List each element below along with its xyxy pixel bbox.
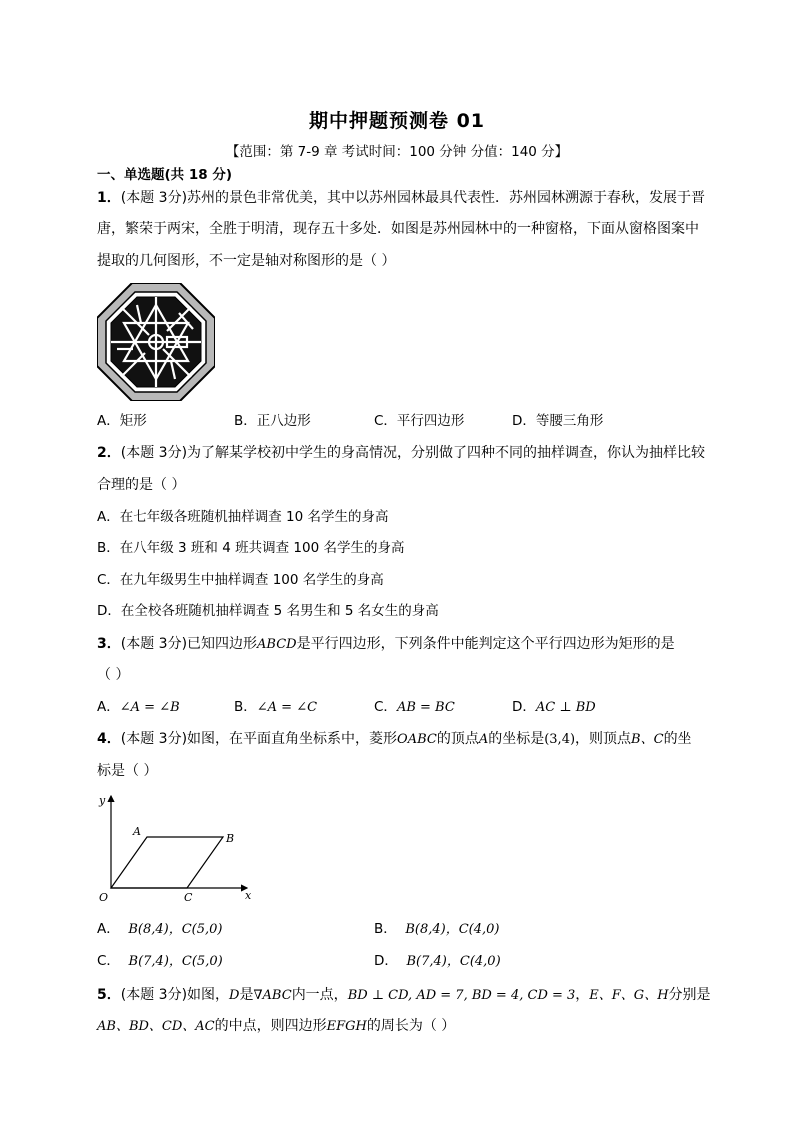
vertex-b-label: B: [226, 832, 235, 845]
q3-option-b[interactable]: B．∠A = ∠C: [234, 699, 318, 715]
q2-option-d[interactable]: D．在全校各班随机抽样调查 5 名男生和 5 名女生的身高: [97, 603, 439, 619]
q1-option-c[interactable]: C．平行四边形: [374, 413, 465, 429]
rhombus-coordinate-figure: [95, 790, 255, 905]
q3-line-1: 3．(本题 3分)已知四边形ABCD是平行四边形，下列条件中能判定这个平行四边形为矩形的是: [97, 636, 675, 652]
section-heading: 一、单选题(共 18 分): [97, 167, 233, 183]
q2-option-a[interactable]: A．在七年级各班随机抽样调查 10 名学生的身高: [97, 509, 389, 525]
y-axis-label: y: [99, 794, 106, 807]
q1-option-b[interactable]: B．正八边形: [234, 413, 311, 429]
page-title: 期中押题预测卷 01: [308, 110, 486, 132]
x-axis-label: x: [245, 889, 252, 902]
q4-option-a[interactable]: A． B(8,4)，C(5,0): [97, 921, 223, 937]
q1-line-3: 提取的几何图形，不一定是轴对称图形的是（ ）: [97, 253, 396, 269]
exam-info: 【范围：第 7-9 章 考试时间：100 分钟 分值：140 分】: [225, 144, 569, 160]
q5-line-2: AB、BD、CD、AC的中点，则四边形EFGH的周长为（ ）: [97, 1018, 456, 1034]
q5-line-1: 5．(本题 3分)如图，D是∇ABC内一点，BD ⊥ CD, AD = 7, BD = 4, CD = 3，E、F、G、H分别是: [97, 987, 711, 1003]
q4-number: 4．: [97, 731, 121, 747]
q5-number: 5．: [97, 987, 121, 1003]
q2-option-c[interactable]: C．在九年级男生中抽样调查 100 名学生的身高: [97, 572, 384, 588]
q2-option-b[interactable]: B．在八年级 3 班和 4 班共调查 100 名学生的身高: [97, 540, 405, 556]
q1-line-1: 1．(本题 3分)苏州的景色非常优美，其中以苏州园林最具代表性．苏州园林溯源于春秋，发展于晋: [97, 190, 706, 206]
q1-line-2: 唐，繁荣于两宋，全胜于明清，现存五十多处．如图是苏州园林中的一种窗格，下面从窗格图案中: [97, 221, 699, 237]
q3-option-a[interactable]: A．∠A = ∠B: [97, 699, 180, 715]
q1-number: 1．: [97, 190, 121, 206]
q2-line-2: 合理的是（ ）: [97, 477, 186, 493]
q3-line-2: （ ）: [97, 667, 130, 683]
q4-option-c[interactable]: C． B(7,4)，C(5,0): [97, 953, 223, 969]
q4-line-2: 标是（ ）: [97, 763, 158, 779]
q1-option-a[interactable]: A．矩形: [97, 413, 147, 429]
q2-number: 2．: [97, 445, 121, 461]
q4-line-1: 4．(本题 3分)如图，在平面直角坐标系中，菱形OABC的顶点A的坐标是(3,4)，则顶点B、C的坐: [97, 731, 692, 747]
q1-option-d[interactable]: D．等腰三角形: [512, 413, 604, 429]
q3-option-d[interactable]: D．AC ⊥ BD: [512, 699, 596, 715]
vertex-c-label: C: [184, 891, 193, 904]
q4-option-b[interactable]: B． B(8,4)，C(4,0): [374, 921, 500, 937]
q2-line-1: 2．(本题 3分)为了解某学校初中学生的身高情况，分别做了四种不同的抽样调查，你认为抽样比较: [97, 445, 706, 461]
vertex-a-label: A: [133, 825, 141, 838]
window-lattice-figure: [97, 283, 215, 401]
q3-number: 3．: [97, 636, 121, 652]
q3-option-c[interactable]: C．AB = BC: [374, 699, 455, 715]
q4-option-d[interactable]: D． B(7,4)，C(4,0): [374, 953, 501, 969]
origin-label: O: [99, 891, 109, 904]
